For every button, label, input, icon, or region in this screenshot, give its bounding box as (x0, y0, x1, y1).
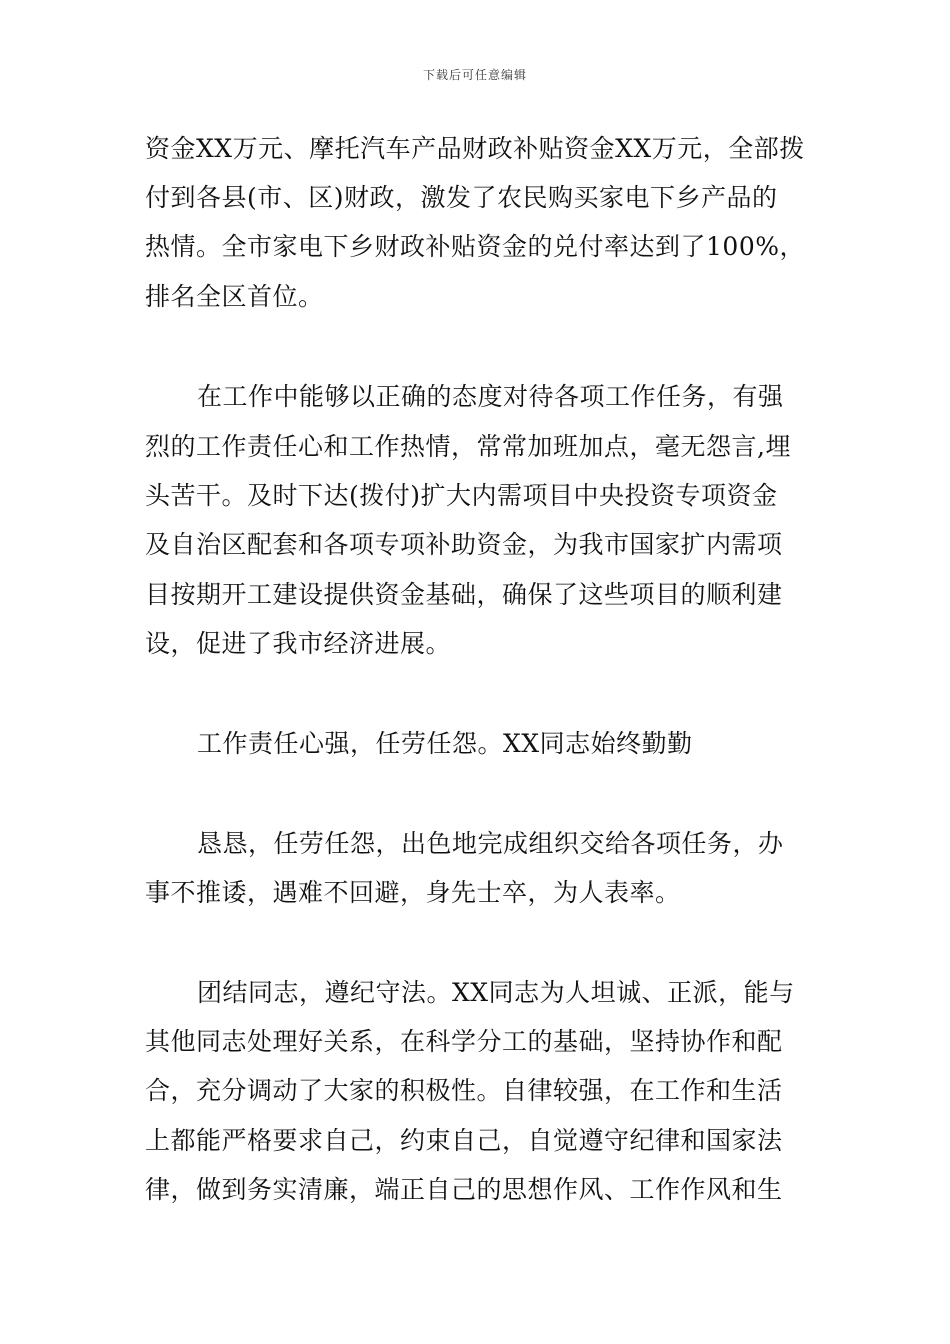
paragraph-2-line-3: 头苦干。及时下达(拨付)扩大内需项目中央投资专项资金 (145, 481, 778, 510)
paragraph-2-line-2: 烈的工作责任心和工作热情，常常加班加点，毫无怨言,埋 (145, 432, 791, 461)
paragraph-1-line-3: 热情。全市家电下乡财政补贴资金的兑付率达到了100%， (145, 232, 805, 261)
paragraph-1-line-2: 付到各县(市、区)财政，激发了农民购买家电下乡产品的 (145, 183, 778, 212)
paragraph-1-line-1: 资金XX万元、摩托汽车产品财政补贴资金XX万元，全部拨 (145, 134, 805, 163)
paragraph-3-line-1: 工作责任心强，任劳任怨。XX同志始终勤勤 (197, 729, 693, 758)
paragraph-1-line-4: 排名全区首位。 (145, 282, 324, 311)
paragraph-5-line-1: 团结同志，遵纪守法。XX同志为人坦诚、正派，能与 (197, 978, 795, 1007)
paragraph-4-line-1: 恳恳，任劳任怨，出色地完成组织交给各项任务，办 (197, 829, 784, 858)
paragraph-5-line-3: 合，充分调动了大家的积极性。自律较强，在工作和生活 (145, 1076, 783, 1105)
paragraph-4-line-2: 事不推诿，遇难不回避，身先士卒，为人表率。 (145, 878, 681, 907)
paragraph-5-line-4: 上都能严格要求自己，约束自己，自觉遵守纪律和国家法 (145, 1126, 783, 1155)
paragraph-5-line-2: 其他同志处理好关系，在科学分工的基础，坚持协作和配 (145, 1027, 783, 1056)
paragraph-2-line-5: 目按期开工建设提供资金基础，确保了这些项目的顺利建 (145, 580, 783, 609)
page-header: 下载后可任意编辑 (422, 68, 527, 82)
paragraph-2-line-1: 在工作中能够以正确的态度对待各项工作任务，有强 (197, 382, 784, 411)
paragraph-5-line-5: 律，做到务实清廉，端正自己的思想作风、工作作风和生 (145, 1175, 783, 1204)
paragraph-2-line-4: 及自治区配套和各项专项补助资金，为我市国家扩内需项 (145, 530, 783, 559)
paragraph-2-line-6: 设，促进了我市经济进展。 (145, 629, 452, 658)
